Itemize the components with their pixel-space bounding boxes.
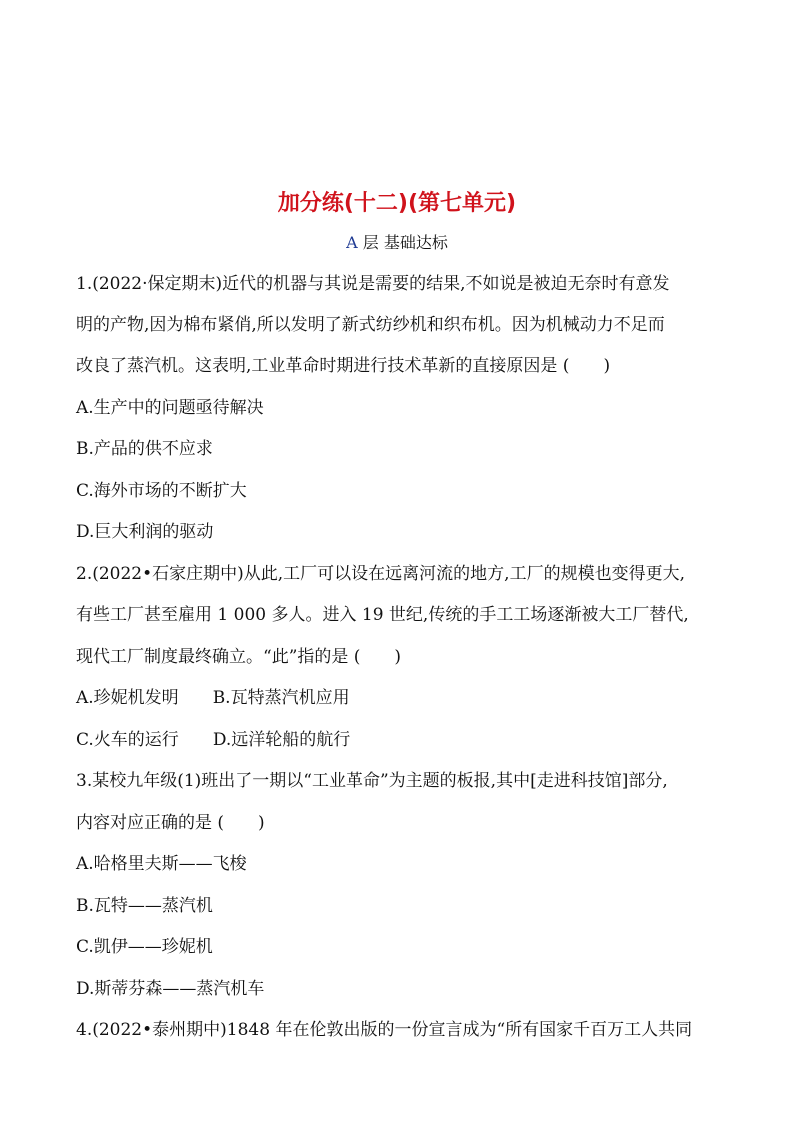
- question-2-line-1: 2.(2022•石家庄期中)从此,工厂可以设在远离河流的地方,工厂的规模也变得更大,: [76, 564, 685, 584]
- question-3-option-a: A.哈格里夫斯——飞梭: [76, 854, 247, 874]
- question-3-line-1: 3.某校九年级(1)班出了一期以“工业革命”为主题的板报,其中[走进科技馆]部分,: [76, 771, 668, 791]
- question-1-option-d: D.巨大利润的驱动: [76, 522, 214, 542]
- question-1-line-2: 明的产物,因为棉布紧俏,所以发明了新式纺纱机和织布机。因为机械动力不足而: [76, 315, 665, 335]
- page-title: 加分练(十二)(第七单元): [277, 191, 517, 216]
- question-2-line-3: 现代工厂制度最终确立。“此”指的是 ( ): [76, 647, 402, 667]
- question-1-option-c: C.海外市场的不断扩大: [76, 481, 247, 501]
- question-3-option-c: C.凯伊——珍妮机: [76, 937, 213, 957]
- question-3-line-2: 内容对应正确的是 ( ): [76, 813, 265, 833]
- question-3-option-d: D.斯蒂芬森——蒸汽机车: [76, 979, 265, 999]
- question-2-option-b: B.瓦特蒸汽机应用: [212, 688, 350, 708]
- question-2-line-2: 有些工厂甚至雇用 1 000 多人。进入 19 世纪,传统的手工工场逐渐被大工厂替代,: [76, 605, 689, 625]
- level-label: A: [346, 233, 358, 252]
- section-subtitle: [0, 230, 794, 253]
- question-2-option-c: C.火车的运行: [76, 730, 179, 750]
- question-2-option-d: D.远洋轮船的航行: [212, 730, 351, 750]
- question-2-option-row-1: [76, 686, 736, 710]
- question-1-line-1: 1.(2022·保定期末)近代的机器与其说是需要的结果,不如说是被迫无奈时有意发: [76, 274, 670, 294]
- question-2-option-a: A.珍妮机发明: [76, 688, 179, 708]
- level-text: 层 基础达标: [357, 233, 448, 252]
- question-1-option-a: A.生产中的问题亟待解决: [76, 398, 264, 418]
- question-1-line-3: 改良了蒸汽机。这表明,工业革命时期进行技术革新的直接原因是 ( ): [76, 356, 611, 376]
- question-1-option-b: B.产品的供不应求: [76, 439, 213, 459]
- question-3-option-b: B.瓦特——蒸汽机: [76, 896, 213, 916]
- question-2-option-row-2: [76, 728, 736, 752]
- question-4-line-1: 4.(2022•泰州期中)1848 年在伦敦出版的一份宣言成为“所有国家千百万工人共同: [76, 1020, 693, 1040]
